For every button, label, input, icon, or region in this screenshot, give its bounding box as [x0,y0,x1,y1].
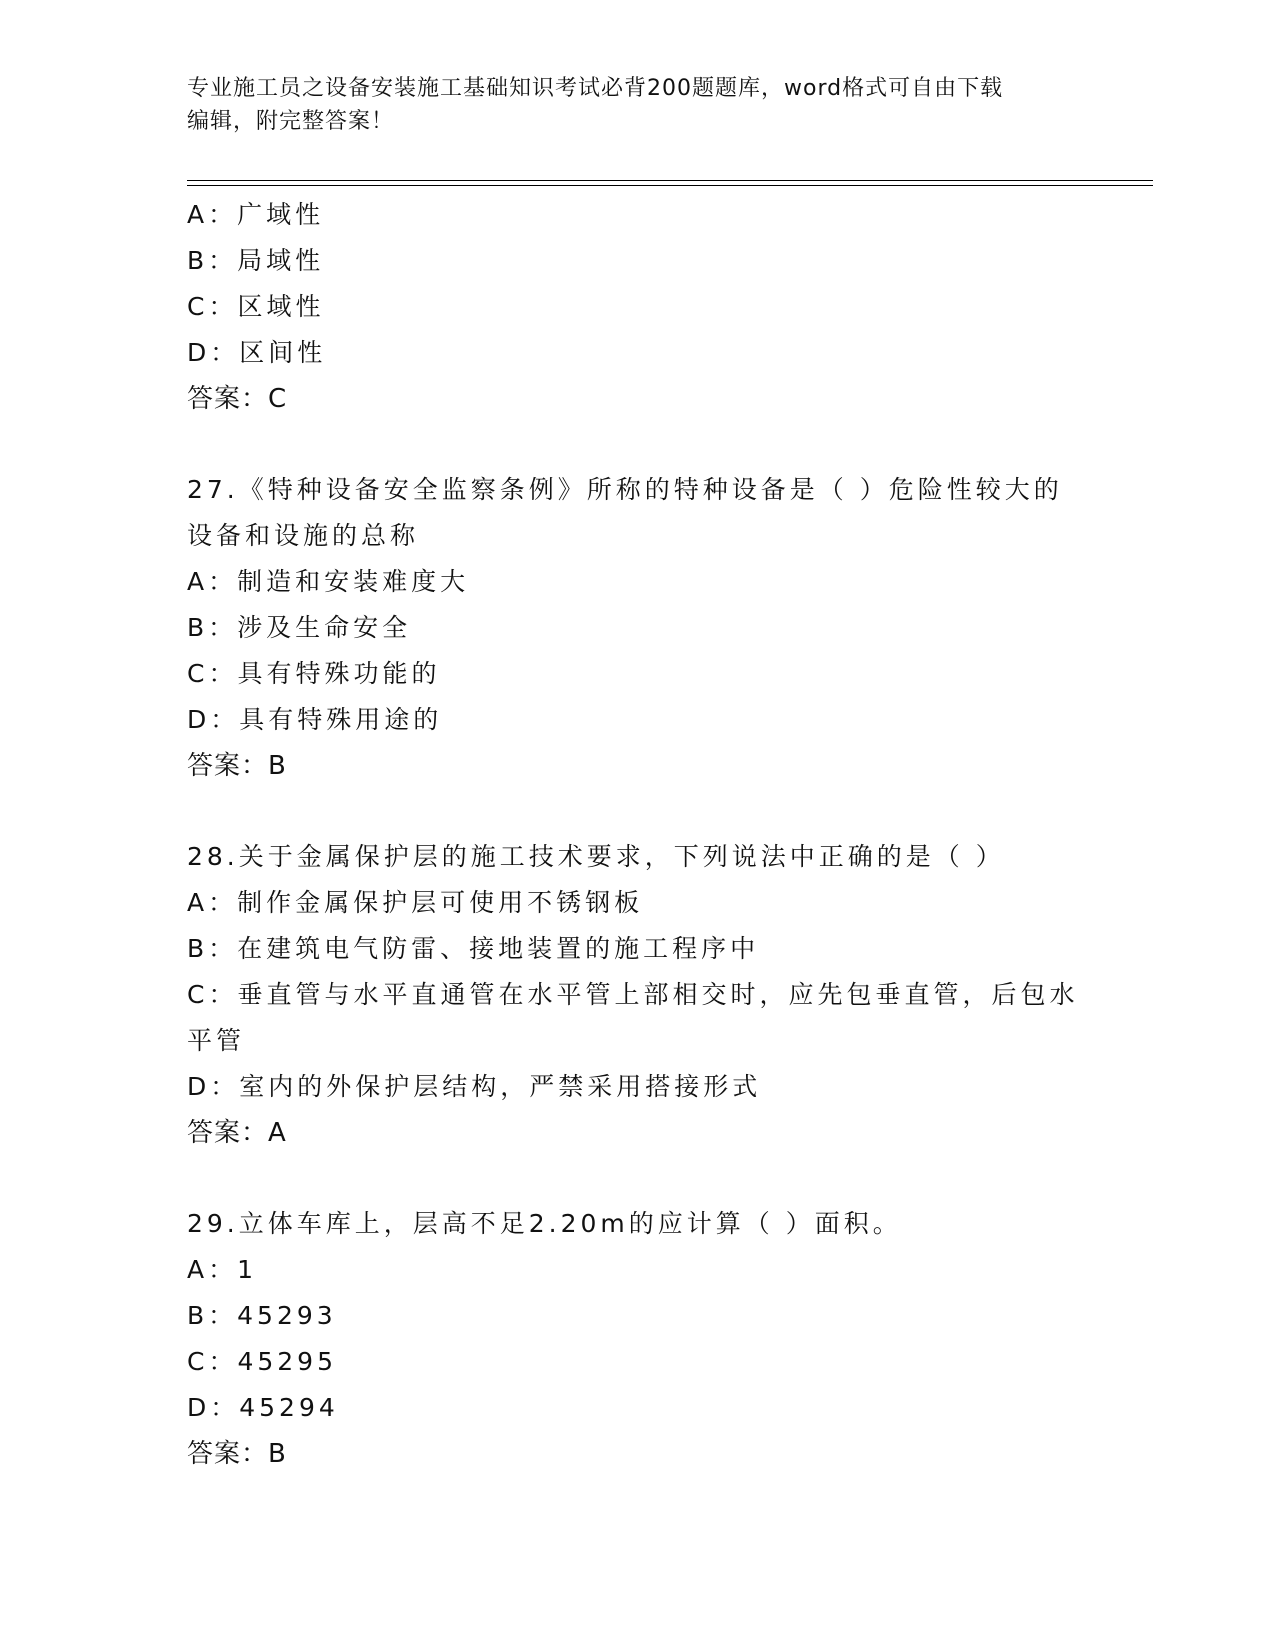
option-a: A：1 [187,1255,258,1284]
question-text-line-2: 设备和设施的总称 [187,521,420,550]
question-27 [187,467,1087,789]
question-29 [187,1201,1087,1477]
option-d: D：区间性 [187,338,327,367]
option-a: A：制造和安装难度大 [187,567,470,596]
option-d: D：室内的外保护层结构，严禁采用搭接形式 [187,1072,762,1101]
option-c-line-2: 平管 [187,1026,246,1055]
option-c: C：区域性 [187,292,325,321]
option-b: B：45293 [187,1301,337,1330]
answer-line: 答案：B [187,1439,287,1469]
answer-line: 答案：A [187,1118,287,1148]
question-text-line-1: 29.立体车库上，层高不足2.20m的应计算（ ）面积。 [187,1209,902,1238]
option-b: B：局域性 [187,246,325,275]
option-d: D：具有特殊用途的 [187,705,443,734]
question-list [187,192,1087,1477]
option-d: D：45294 [187,1393,339,1422]
header-title-line-2: 编辑，附完整答案！ [187,109,395,134]
question-26-continued [187,192,1087,422]
option-a: A：广域性 [187,200,325,229]
question-text-line-1: 28.关于金属保护层的施工技术要求，下列说法中正确的是（ ） [187,842,1005,871]
option-a: A：制作金属保护层可使用不锈钢板 [187,888,644,917]
answer-line: 答案：C [187,384,288,414]
option-b: B：在建筑电气防雷、接地装置的施工程序中 [187,934,760,963]
answer-line: 答案：B [187,751,287,781]
header-divider-bottom [187,185,1153,186]
option-c: C：45295 [187,1347,337,1376]
option-b: B：涉及生命安全 [187,613,412,642]
document-header [187,72,1087,138]
question-28 [187,834,1087,1156]
header-divider-top [187,180,1153,181]
option-c: C：具有特殊功能的 [187,659,441,688]
header-title-line-1: 专业施工员之设备安装施工基础知识考试必背200题题库，word格式可自由下载 [187,76,1004,101]
option-c-line-1: C：垂直管与水平直通管在水平管上部相交时，应先包垂直管，后包水 [187,980,1079,1009]
question-text-line-1: 27.《特种设备安全监察条例》所称的特种设备是（ ）危险性较大的 [187,475,1063,504]
